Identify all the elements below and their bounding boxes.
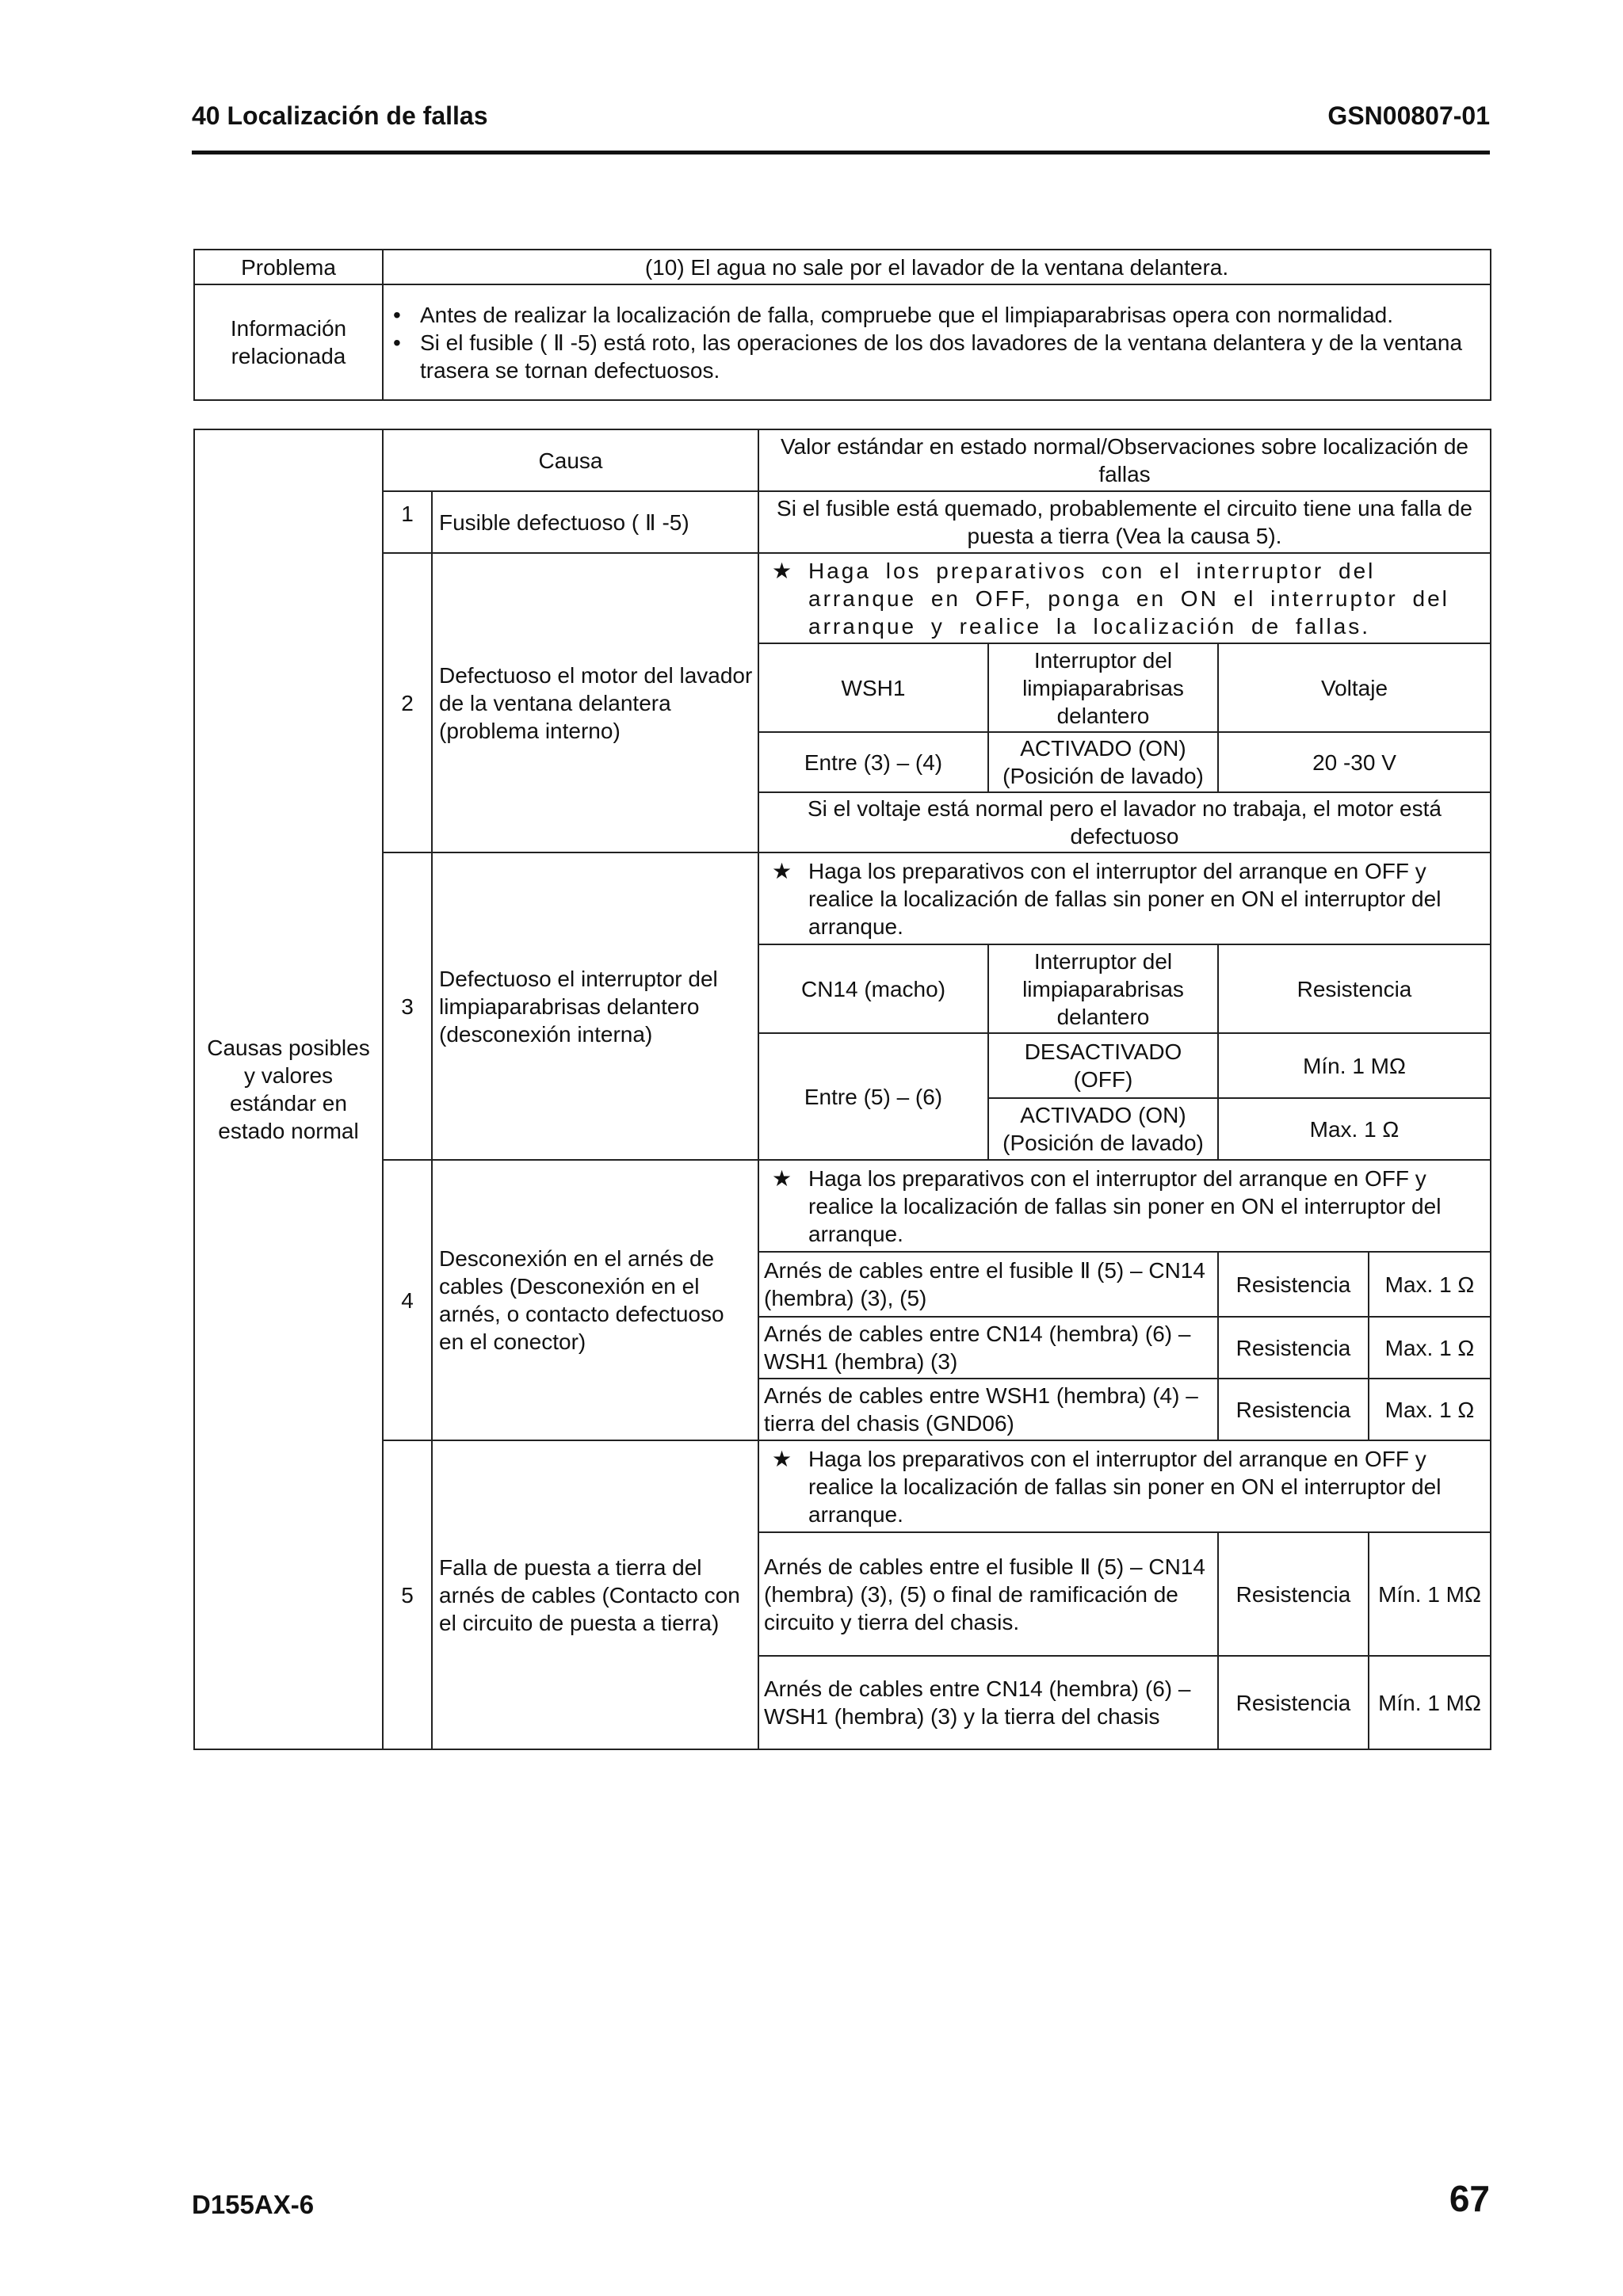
harness-check-description: Arnés de cables entre WSH1 (hembra) (4) – tierra del chasis (GND06) [758, 1379, 1218, 1440]
star-note: ★ Haga los preparativos con el interruptor del arranque en OFF, ponga en ON el interruptor del arranque y realice la localización de fallas. [764, 557, 1485, 640]
section-title: 40 Localización de fallas [192, 101, 488, 130]
page-number: 67 [1449, 2178, 1490, 2219]
harness-check-measure: Resistencia [1218, 1532, 1369, 1656]
harness-check-description: Arnés de cables entre el fusible Ⅱ (5) – CN14 (hembra) (3), (5) o final de ramificación de circuito y tierra del chasis. [758, 1532, 1218, 1656]
related-info-label-line1: Información [230, 316, 347, 341]
related-info-label-line2: relacionada [231, 344, 346, 368]
harness-check-description: Arnés de cables entre el fusible Ⅱ (5) – CN14 (hembra) (3), (5) [758, 1252, 1218, 1317]
cause-description: Desconexión en el arnés de cables (Desconexión en el arnés, o contacto defectuoso en el conector) [432, 1160, 758, 1440]
cause-number: 5 [383, 1440, 432, 1749]
cause-number: 1 [383, 491, 432, 553]
star-note: ★ Haga los preparativos con el interruptor del arranque en OFF y realice la localización de fallas sin poner en ON el interruptor del arranque. [764, 857, 1485, 940]
problem-table [193, 249, 1491, 401]
harness-check-description: Arnés de cables entre CN14 (hembra) (6) – WSH1 (hembra) (3) y la tierra del chasis [758, 1656, 1218, 1749]
related-info-text [383, 284, 1491, 400]
harness-check-measure: Resistencia [1218, 1252, 1369, 1317]
harness-check-value: Max. 1 Ω [1369, 1317, 1491, 1379]
check-table-header: Resistencia [1218, 944, 1491, 1033]
check-table-header: CN14 (macho) [758, 944, 988, 1033]
check-table-cell: ACTIVADO (ON) (Posición de lavado) [988, 732, 1218, 792]
problem-text: (10) El agua no sale por el lavador de la ventana delantera. [383, 250, 1491, 284]
check-table-cell: Max. 1 Ω [1218, 1098, 1491, 1160]
check-table-cell: Entre (5) – (6) [758, 1033, 988, 1160]
harness-check-value: Max. 1 Ω [1369, 1379, 1491, 1440]
header-rule [192, 151, 1490, 154]
harness-check-description: Arnés de cables entre CN14 (hembra) (6) – WSH1 (hembra) (3) [758, 1317, 1218, 1379]
cause-number: 3 [383, 852, 432, 1160]
check-table-header: Voltaje [1218, 643, 1491, 732]
cause-number: 4 [383, 1160, 432, 1440]
preparation-note [758, 1160, 1491, 1252]
cause-description: Falla de puesta a tierra del arnés de cables (Contacto con el circuito de puesta a tierra) [432, 1440, 758, 1749]
cause-note: Si el voltaje está normal pero el lavador no trabaja, el motor está defectuoso [758, 792, 1491, 852]
check-table-cell: 20 -30 V [1218, 732, 1491, 792]
cause-description: Defectuoso el motor del lavador de la ventana delantera (problema interno) [432, 553, 758, 852]
causes-table [193, 429, 1491, 1750]
harness-check-measure: Resistencia [1218, 1656, 1369, 1749]
preparation-note [758, 1440, 1491, 1532]
cause-note: Si el fusible está quemado, probablemente el circuito tiene una falla de puesta a tierra (Vea la causa 5). [758, 491, 1491, 553]
preparation-note [758, 852, 1491, 944]
harness-check-measure: Resistencia [1218, 1317, 1369, 1379]
harness-check-value: Mín. 1 MΩ [1369, 1532, 1491, 1656]
harness-check-measure: Resistencia [1218, 1379, 1369, 1440]
check-table-cell: DESACTIVADO (OFF) [988, 1033, 1218, 1098]
harness-check-value: Mín. 1 MΩ [1369, 1656, 1491, 1749]
value-column-header: Valor estándar en estado normal/Observaciones sobre localización de fallas [758, 429, 1491, 491]
check-table-header: Interruptor del limpiaparabrisas delantero [988, 944, 1218, 1033]
model-code: D155AX-6 [192, 2190, 315, 2219]
cause-description: Defectuoso el interruptor del limpiaparabrisas delantero (desconexión interna) [432, 852, 758, 1160]
related-info-label [194, 284, 383, 400]
star-note: ★ Haga los preparativos con el interruptor del arranque en OFF y realice la localización de fallas sin poner en ON el interruptor del arranque. [764, 1445, 1485, 1528]
harness-check-value: Max. 1 Ω [1369, 1252, 1491, 1317]
related-info-bullet: • Si el fusible ( Ⅱ -5) está roto, las operaciones de los dos lavadores de la ventana delantera y de la ventana trasera se tornan defectuosos. [388, 329, 1485, 384]
related-info-bullet: • Antes de realizar la localización de falla, compruebe que el limpiaparabrisas opera con normalidad. [388, 301, 1485, 329]
check-table-header: Interruptor del limpiaparabrisas delantero [988, 643, 1218, 732]
check-table-cell: Entre (3) – (4) [758, 732, 988, 792]
cause-column-header: Causa [383, 429, 758, 491]
check-table-cell: Mín. 1 MΩ [1218, 1033, 1491, 1098]
star-note: ★ Haga los preparativos con el interruptor del arranque en OFF y realice la localización de fallas sin poner en ON el interruptor del arranque. [764, 1165, 1485, 1248]
document-code: GSN00807-01 [1327, 101, 1490, 130]
check-table-cell: ACTIVADO (ON) (Posición de lavado) [988, 1098, 1218, 1160]
cause-description: Fusible defectuoso ( Ⅱ -5) [432, 491, 758, 553]
causes-side-label: Causas posibles y valores estándar en estado normal [194, 429, 383, 1749]
problem-label: Problema [194, 250, 383, 284]
cause-number: 2 [383, 553, 432, 852]
preparation-note [758, 553, 1491, 643]
check-table-header: WSH1 [758, 643, 988, 732]
